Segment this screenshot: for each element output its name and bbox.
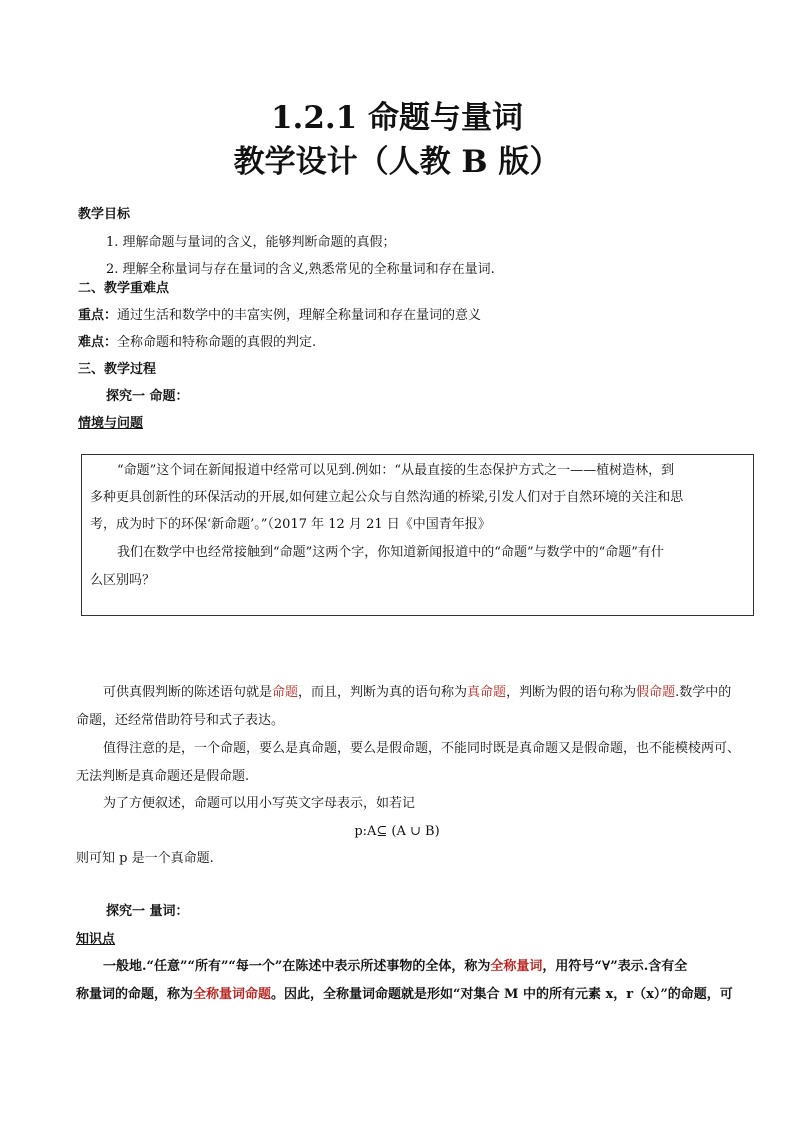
paragraph-2-cont: 无法判断是真命题还是假命题.: [76, 769, 250, 784]
explore-2: 探究一 量词：: [106, 904, 189, 919]
key-text: 通过生活和数学中的丰富实例，理解全称量词和存在量词的意义: [117, 308, 482, 323]
k1-text-a: 一般地.“任意”“所有”“每一个”在陈述中表示所述事物的全体，称为: [103, 959, 491, 974]
paragraph-1: [103, 685, 731, 701]
box-line-2: 多种更具创新性的环保活动的开展,如何建立起公众与自然沟通的桥梁,引发人们对于自然环境的关注和思: [90, 490, 684, 505]
term-universal-quantifier: 全称量词: [490, 959, 543, 974]
k1-text-c: ，用符号“∀”表示.含有全: [542, 959, 688, 974]
key-label: 重点：: [78, 308, 118, 323]
paragraph-3: 为了方便叙述，命题可以用小写英文字母表示，如若记: [103, 796, 416, 811]
key-heading: 二、教学重难点: [78, 281, 170, 296]
explore-1: 探究一 命题：: [106, 389, 189, 404]
goals-heading: 教学目标: [78, 207, 131, 222]
term-universal-proposition: 全称量词命题: [193, 987, 272, 1002]
p1-text-c: ，而且，判断为真的语句称为: [298, 685, 468, 700]
term-true-proposition: 真命题: [467, 685, 507, 700]
title-line-2: 教学设计（人教 B 版）: [233, 144, 561, 180]
term-false-proposition: 假命题: [636, 685, 676, 700]
knowledge-line-1: [103, 959, 687, 975]
knowledge-heading: 知识点: [76, 932, 116, 947]
situation-heading: 情境与问题: [78, 416, 144, 431]
diff-text: 全称命题和特称命题的真假的判定.: [117, 335, 317, 350]
goal-1: 1. 理解命题与量词的含义，能够判断命题的真假；: [106, 235, 396, 250]
p1-text-e: ，判断为假的语句称为: [506, 685, 637, 700]
key-point: [78, 308, 481, 324]
difficult-point: [78, 335, 316, 351]
k2-text-c: 。因此，全称量词命题就是形如“对集合 M 中的所有元素 x，r（x）”的命题，可: [271, 987, 733, 1002]
k2-text-a: 称量词的命题，称为: [76, 987, 194, 1002]
term-proposition: 命题: [272, 685, 299, 700]
paragraph-4: 则可知 p 是一个真命题.: [76, 851, 214, 866]
paragraph-1-cont: 命题，还经常借助符号和式子表达。: [76, 713, 285, 728]
process-heading: 三、教学过程: [78, 362, 157, 377]
formula: p:A⊆ (A ∪ B): [354, 824, 440, 839]
title-line-1: 1.2.1 命题与量词: [270, 100, 524, 136]
diff-label: 难点：: [78, 335, 118, 350]
box-line-5: 么区别吗？: [90, 573, 156, 588]
box-line-4: 我们在数学中也经常接触到“命题”这两个字，你知道新闻报道中的“命题”与数学中的“命题”有什: [117, 545, 664, 560]
goal-2: 2. 理解全称量词与存在量词的含义,熟悉常见的全称量词和存在量词.: [106, 262, 495, 277]
box-line-3: 考，成为时下的环保‘新命题’。”（2017 年 12 月 21 日《中国青年报》: [90, 517, 491, 532]
paragraph-2: 值得注意的是，一个命题，要么是真命题，要么是假命题，不能同时既是真命题又是假命题，也不能模棱两可、: [103, 741, 741, 756]
p1-text-a: 可供真假判断的陈述语句就是: [103, 685, 273, 700]
p1-text-g: .数学中的: [675, 685, 732, 700]
knowledge-line-2: [76, 987, 733, 1003]
box-line-1: “命题”这个词在新闻报道中经常可以见到.例如：“从最直接的生态保护方式之一——植树造林，到: [117, 463, 675, 478]
